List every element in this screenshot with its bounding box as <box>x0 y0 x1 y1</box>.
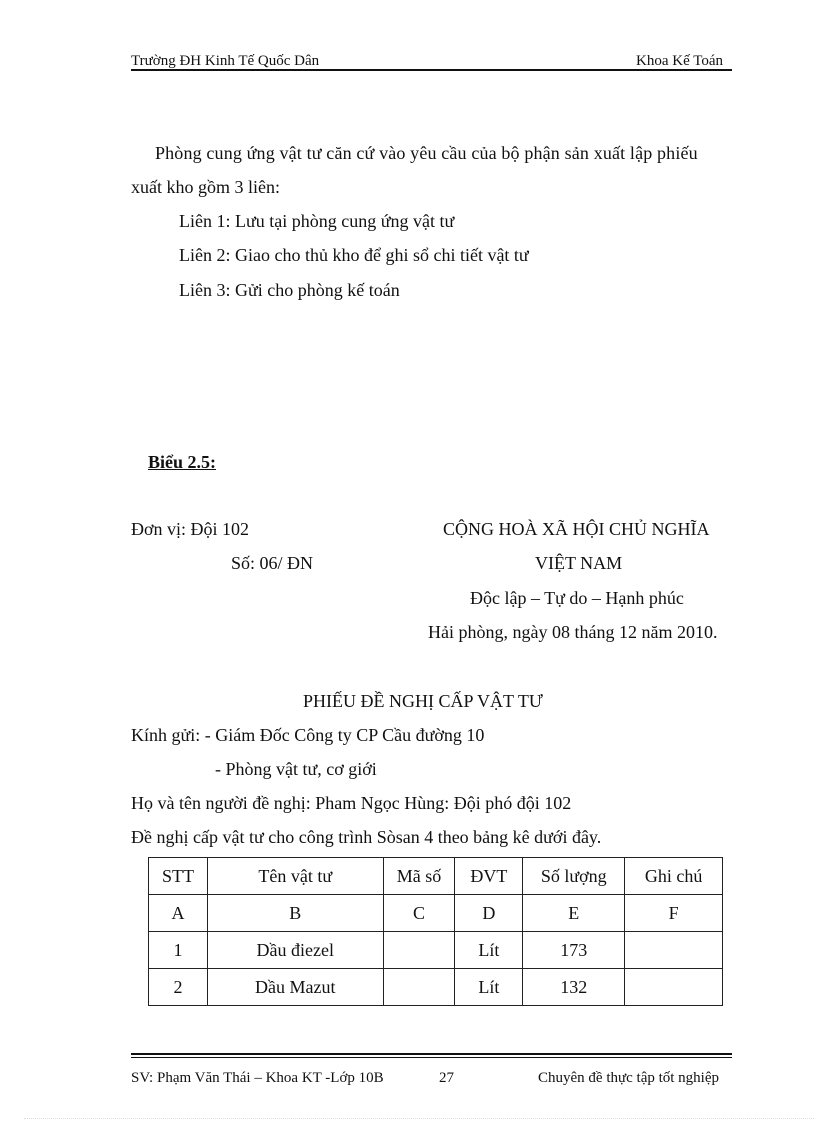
copy-2: Liên 2: Giao cho thủ kho để ghi sổ chi tiết vật tư <box>179 245 529 265</box>
page-number: 27 <box>439 1070 454 1086</box>
page-edge <box>24 1118 814 1119</box>
table-code-row <box>149 895 723 932</box>
code-cell: D <box>455 895 523 932</box>
code-cell: A <box>149 895 208 932</box>
row-stt: 1 <box>149 932 208 969</box>
row-note <box>625 969 723 1006</box>
header-rule <box>131 69 732 71</box>
row-unit: Lít <box>455 969 523 1006</box>
row-code <box>383 932 455 969</box>
national-title-line1: CỘNG HOÀ XÃ HỘI CHỦ NGHĨA <box>443 519 710 539</box>
code-cell: F <box>625 895 723 932</box>
footer-rule-bottom <box>131 1057 732 1058</box>
request-line: Đề nghị cấp vật tư cho công trình Sòsan 4 theo bảng kê dưới đây. <box>131 827 602 847</box>
footer-student: SV: Phạm Văn Thái – Khoa KT -Lớp 10B <box>131 1070 384 1086</box>
footer-rule-top <box>131 1053 732 1055</box>
national-title-line2: VIỆT NAM <box>535 553 623 573</box>
requester-line: Họ và tên người đề nghị: Pham Ngọc Hùng: Đội phó đội 102 <box>131 793 572 813</box>
code-cell: B <box>207 895 383 932</box>
row-item-name: Dầu điezel <box>207 932 383 969</box>
table-header-row <box>149 858 723 895</box>
copy-3: Liên 3: Gửi cho phòng kế toán <box>179 280 400 300</box>
row-quantity: 132 <box>523 969 625 1006</box>
footer-thesis: Chuyên đề thực tập tốt nghiệp <box>538 1070 720 1086</box>
row-unit: Lít <box>455 932 523 969</box>
row-code <box>383 969 455 1006</box>
row-stt: 2 <box>149 969 208 1006</box>
intro-paragraph-cont: xuất kho gồm 3 liên: <box>131 177 280 197</box>
row-item-name: Dầu Mazut <box>207 969 383 1006</box>
header-cell-code: Mã số <box>383 858 455 895</box>
table-row <box>149 969 723 1006</box>
row-quantity: 173 <box>523 932 625 969</box>
addressee-1: Kính gửi: - Giám Đốc Công ty CP Cầu đường 10 <box>131 725 485 745</box>
header-cell-note: Ghi chú <box>625 858 723 895</box>
copy-1: Liên 1: Lưu tại phòng cung ứng vật tư <box>179 211 455 231</box>
materials-table <box>148 857 723 1006</box>
unit-name: Đơn vị: Đội 102 <box>131 519 250 539</box>
national-motto: Độc lập – Tự do – Hạnh phúc <box>470 588 684 608</box>
code-cell: E <box>523 895 625 932</box>
header-cell-quantity: Số lượng <box>523 858 625 895</box>
intro-paragraph: Phòng cung ứng vật tư căn cứ vào yêu cầu của bộ phận sản xuất lập phiếu <box>155 143 698 163</box>
document-title: PHIẾU ĐỀ NGHỊ CẤP VẬT TƯ <box>303 691 543 711</box>
header-school: Trường ĐH Kinh Tế Quốc Dân <box>131 53 320 69</box>
header-faculty: Khoa Kế Toán <box>636 53 723 69</box>
header-cell-name: Tên vật tư <box>207 858 383 895</box>
form-label: Biểu 2.5: <box>148 452 217 472</box>
document-number: Số: 06/ ĐN <box>231 553 314 573</box>
code-cell: C <box>383 895 455 932</box>
place-date: Hải phòng, ngày 08 tháng 12 năm 2010. <box>428 622 718 642</box>
table-row <box>149 932 723 969</box>
header-cell-unit: ĐVT <box>455 858 523 895</box>
addressee-2: - Phòng vật tư, cơ giới <box>215 759 377 779</box>
row-note <box>625 932 723 969</box>
header-cell-stt: STT <box>149 858 208 895</box>
